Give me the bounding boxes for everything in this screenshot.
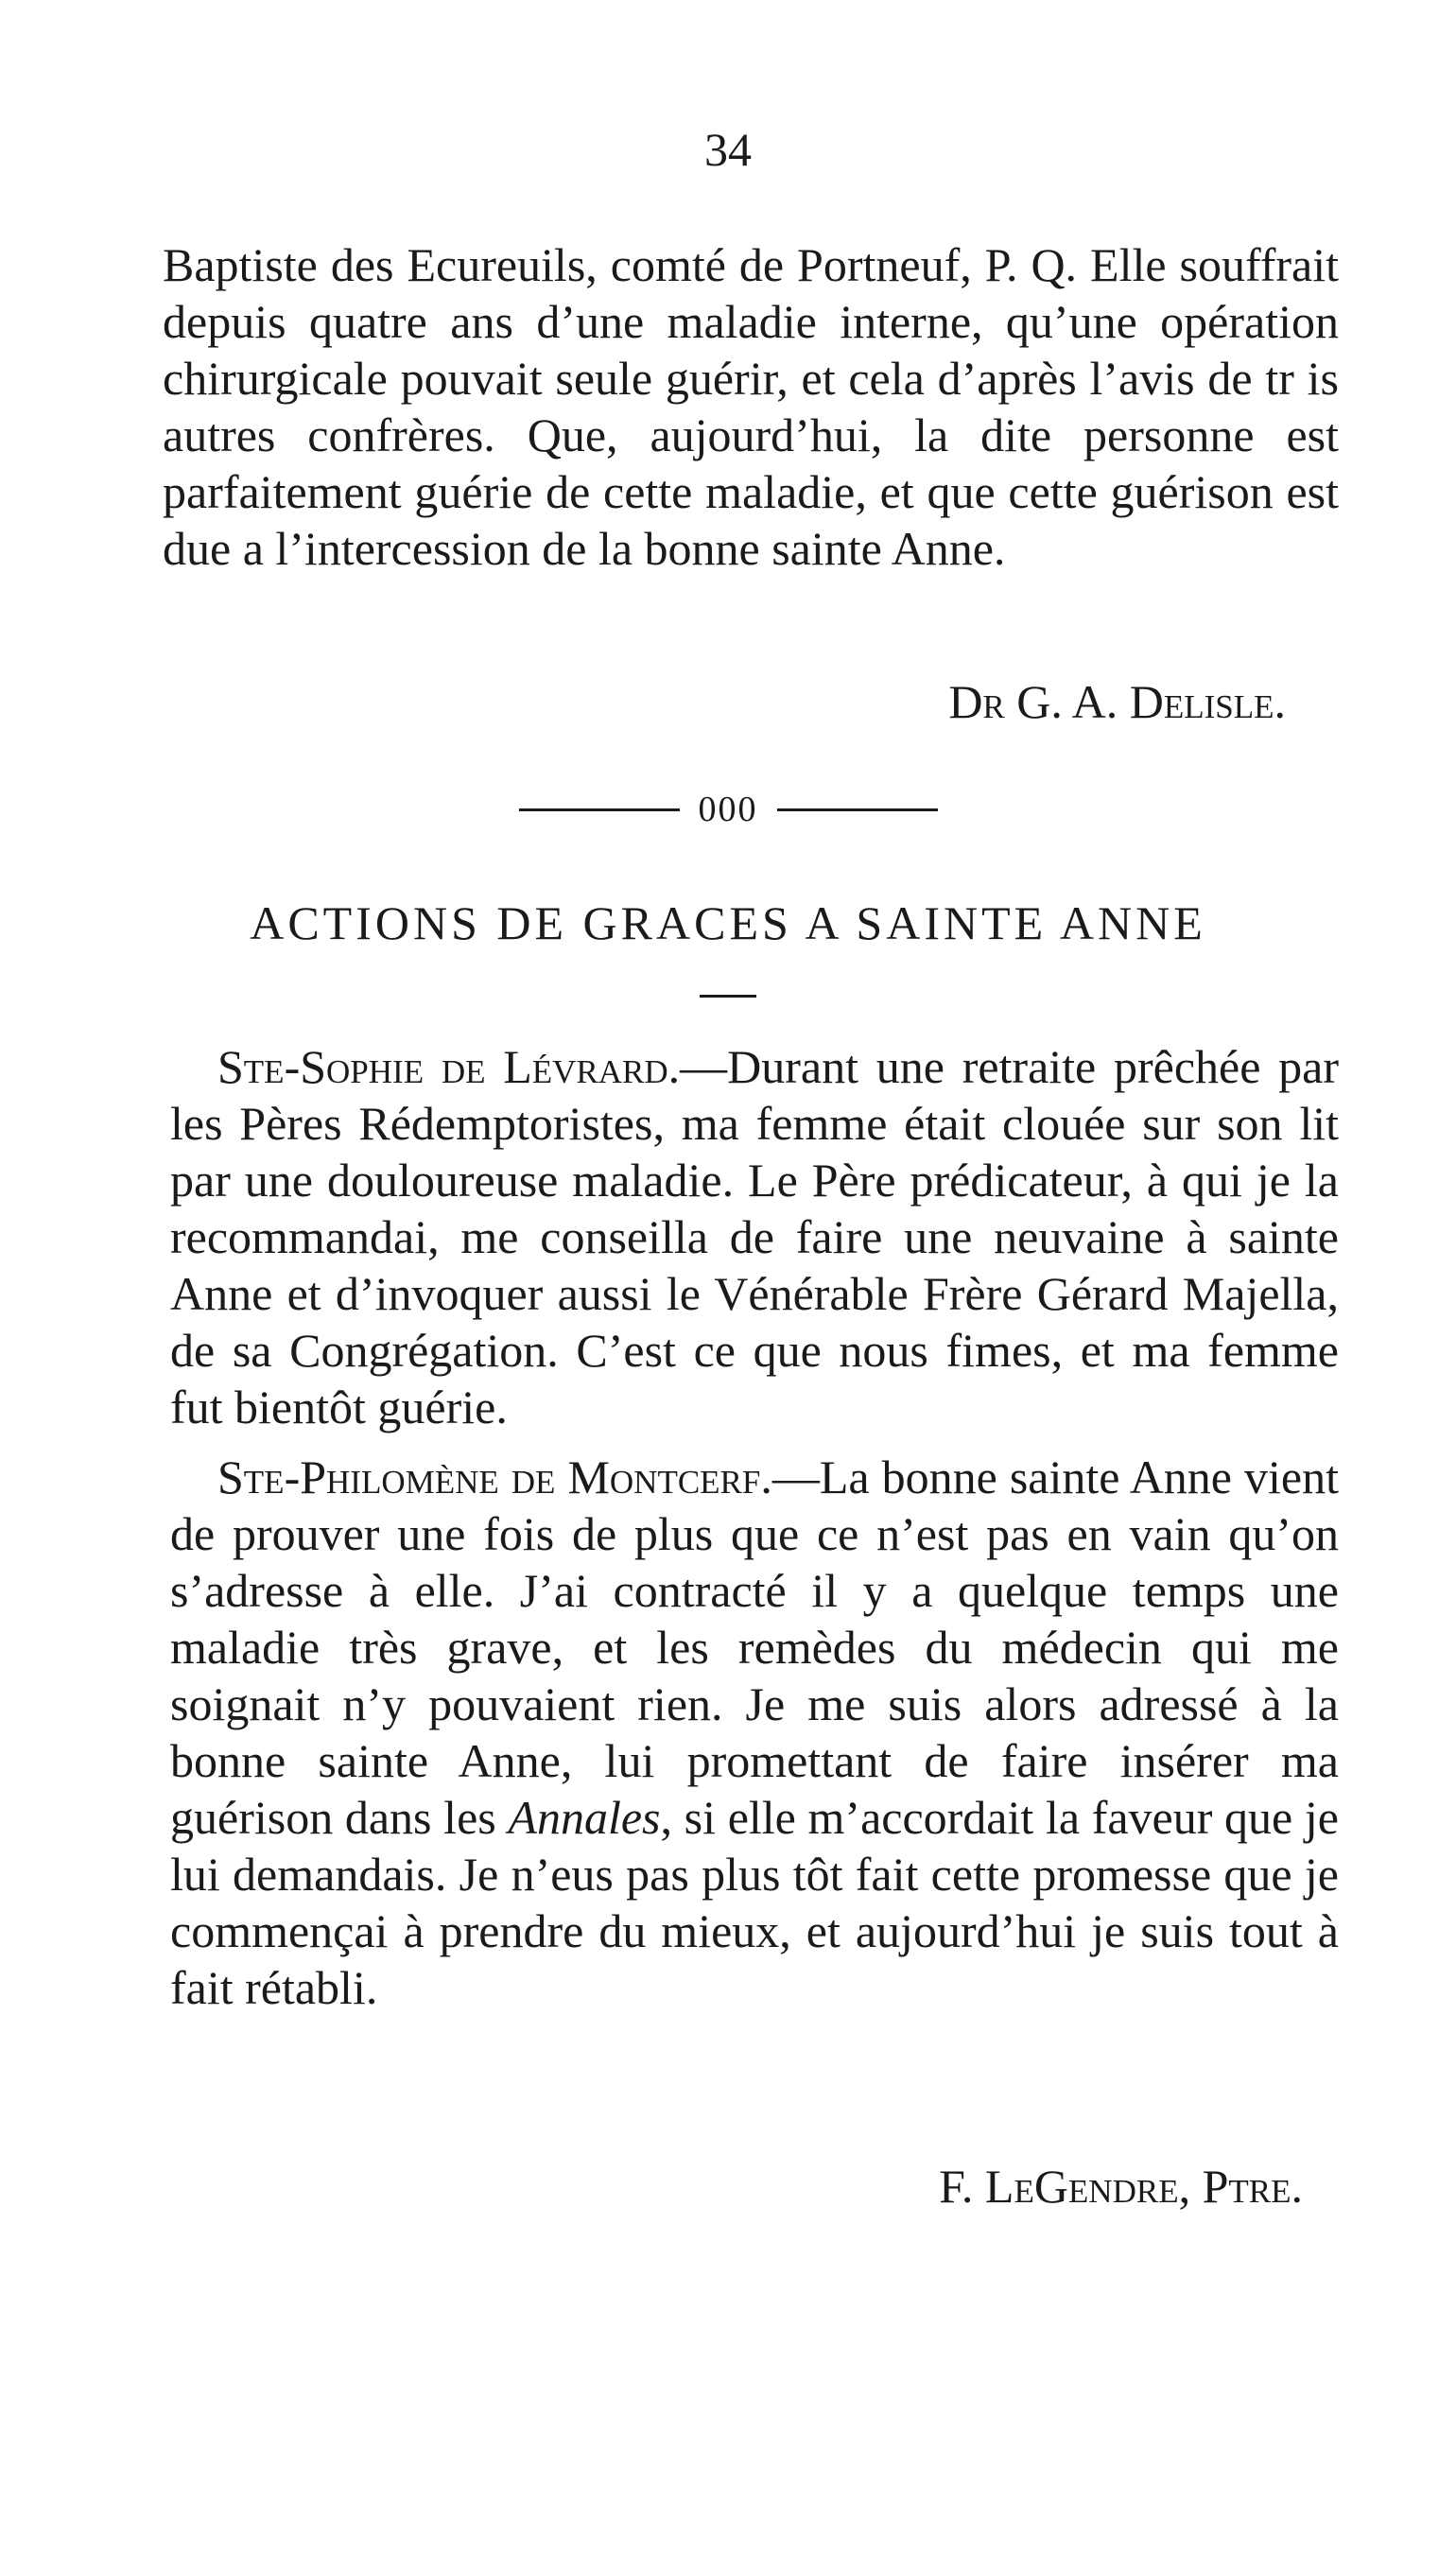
continuation-paragraph xyxy=(163,236,1339,577)
section-title: ACTIONS DE GRACES A SAINTE ANNE xyxy=(250,896,1206,949)
title-rule xyxy=(700,995,756,998)
separator-line-right xyxy=(777,808,938,811)
entry-text: —La bonne sainte Anne vient de prouver une fois de plus que ce n’est pas en vain qu’on s’adresse à elle. J’ai contracté il y a quelque temps une maladie très grave, et les remèdes du médecin qui me soignait n’y pouvaient rien. Je me suis alors adressé à la bonne sainte Anne, lui promettant de faire insérer ma guérison dans les xyxy=(170,1451,1339,1844)
section-separator xyxy=(0,790,1456,828)
thanksgiving-entries xyxy=(170,1038,1339,2029)
entry-ste-philomene xyxy=(170,1449,1339,2016)
entry-text-end: , si elle m’accordait la faveur que je lui demandais. Je n’eus pas plus tôt fait cette promesse que je commençai à prendre du mieux, et aujourd’hui je suis tout à fait rétabli. xyxy=(170,1791,1340,2014)
annales-title: Annales xyxy=(508,1791,661,1844)
entry-ste-sophie xyxy=(170,1038,1339,1435)
separator-ornament: 000 xyxy=(698,790,758,829)
page-number: 34 xyxy=(704,123,752,176)
entry-place: Ste-Philomène de Montcerf. xyxy=(217,1451,772,1503)
separator-line-left xyxy=(519,808,680,811)
continuation-text: Baptiste des Ecureuils, comté de Portneuf, P. Q. Elle souffrait depuis quatre ans d’une maladie interne, qu’une opération chirurgicale pouvait seule guérir, et cela d’après l’avis de tr is autres confrères. Que, aujourd’hui, la dite personne est parfaitement guérie de cette maladie, et que cette guérison est due a l’intercession de la bonne sainte Anne. xyxy=(163,238,1339,575)
signature-legendre: F. LeGendre, Ptre. xyxy=(939,2160,1303,2213)
signature-delisle: Dr G. A. Delisle. xyxy=(948,675,1286,728)
entry-place: Ste-Sophie de Lévrard. xyxy=(217,1040,681,1093)
entry-text: —Durant une retraite prêchée par les Pères Rédemptoristes, ma femme était clouée sur son lit par une douloureuse maladie. Le Père prédicateur, à qui je la recommandai, me conseilla de faire une neuvaine à sainte Anne et d’invoquer aussi le Vénérable Frère Gérard Majella, de sa Congrégation. C’est ce que nous fimes, et ma femme fut bientôt guérie. xyxy=(170,1040,1340,1433)
